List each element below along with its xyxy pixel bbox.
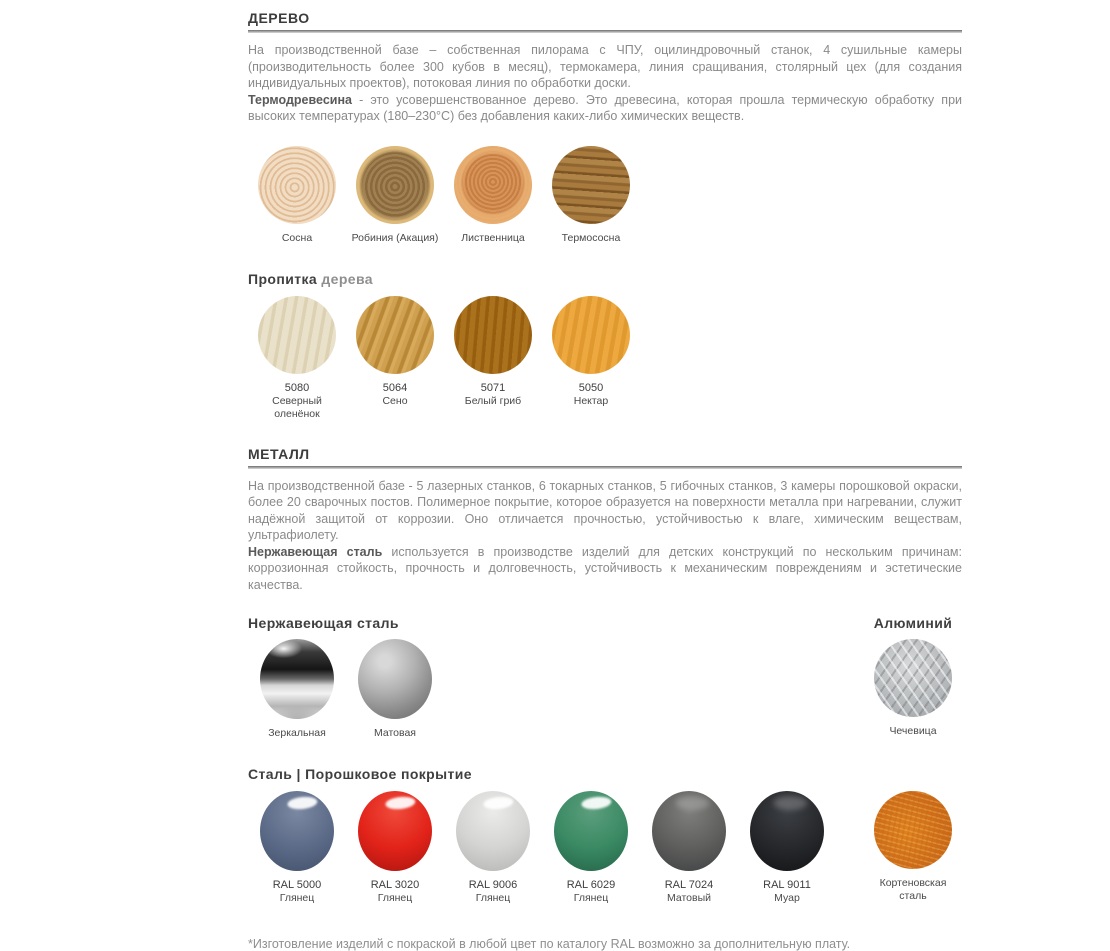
metal-title-rule: [248, 466, 962, 469]
ral-finish: Глянец: [475, 892, 511, 904]
metal-section-title: МЕТАЛЛ: [248, 445, 310, 462]
aluminum-label: Чечевица: [889, 725, 937, 737]
stain-5071-image: [454, 296, 532, 374]
impregnation-title-light: дерева: [321, 270, 373, 287]
footer-note: *Изготовление изделий с покраской в любой цвет по каталогу RAL возможно за дополнительную плату.: [248, 937, 851, 951]
stain-swatch-5080: [248, 296, 346, 421]
stain-name: Нектар: [573, 394, 609, 407]
wood-swatch-label: Сосна: [281, 231, 313, 244]
wood-description: [248, 42, 962, 125]
wood-species-row: [248, 146, 962, 245]
impregnation-title: [248, 271, 962, 287]
stainless-label: Зеркальная: [268, 727, 326, 739]
ral-label: [567, 879, 616, 905]
stain-swatch-5064: [346, 296, 444, 408]
stainless-swatch-mirror: [248, 639, 346, 740]
stain-swatch-5050: [542, 296, 640, 408]
ral-label: [763, 879, 811, 905]
stain-label: [382, 382, 407, 408]
metal-paragraph-2: [248, 544, 962, 594]
stain-code: 5080: [284, 381, 310, 394]
ral-code: RAL 9011: [763, 879, 811, 891]
ral-code: RAL 6029: [566, 879, 616, 891]
corten-steel-image: [874, 791, 952, 869]
ral-finish: Матовый: [667, 892, 711, 904]
wood-swatch-termososna: [542, 146, 640, 245]
ral-code: RAL 3020: [370, 879, 420, 891]
stain-label: [465, 382, 521, 408]
wood-cut-termososna-image: [552, 146, 630, 224]
stain-code: 5071: [480, 381, 506, 394]
wood-section-title: ДЕРЕВО: [248, 10, 310, 26]
ral-finish: Муар: [774, 892, 800, 904]
ral-label: [469, 879, 518, 905]
wood-cut-robinia-image: [356, 146, 434, 224]
powder-coating-row: [248, 791, 962, 905]
corten-swatch: [864, 791, 962, 903]
ral-9011-swatch: [738, 791, 836, 905]
stain-name: Сено: [382, 394, 408, 407]
metal-description: [248, 478, 962, 594]
stainless-label: Матовая: [374, 727, 416, 739]
stain-swatch-5071: [444, 296, 542, 408]
wood-swatch-robinia: [346, 146, 444, 245]
stainless-aluminum-header: [248, 615, 962, 631]
ral-code: RAL 5000: [272, 879, 322, 891]
ral-label: [273, 879, 322, 905]
ral-finish: Глянец: [279, 892, 315, 904]
ral-code: RAL 7024: [664, 879, 714, 891]
ral-7024-swatch: [640, 791, 738, 905]
stain-name: Северный оленёнок: [272, 394, 322, 420]
ral-label: [371, 879, 420, 905]
stain-5080-image: [258, 296, 336, 374]
impregnation-row: [248, 296, 962, 421]
aluminum-swatch: [864, 639, 962, 738]
wood-title-rule: [248, 30, 962, 33]
ral-7024-sphere-image: [652, 791, 726, 871]
thermowood-definition: - это усовершенствованное дерево. Это древесина, которая прошла термическую обработку при высоких температурах (180–230°С) без добавления каких-либо химических веществ.: [248, 92, 962, 123]
wood-cut-listvennitsa-image: [454, 146, 532, 224]
stainless-swatch-matte: [346, 639, 444, 740]
ral-label: [665, 879, 714, 905]
ral-5000-swatch: [248, 791, 346, 905]
stain-5064-image: [356, 296, 434, 374]
aluminum-checker-plate-image: [874, 639, 952, 717]
ral-code: RAL 9006: [468, 879, 518, 891]
ral-6029-swatch: [542, 791, 640, 905]
stain-code: 5050: [578, 381, 604, 394]
stain-code: 5064: [382, 381, 408, 394]
wood-paragraph-1: На производственной базе – собственная пилорама с ЧПУ, оцилиндровочный станок, 4 сушильные камеры (производительность более 300 кубов в месяц), термокамера, линия сращивания, столярный цех (для создания индивидуальных проектов), потоковая линия по обработки доски.: [248, 43, 962, 90]
stain-label: [574, 382, 609, 408]
powder-coating-title: Сталь | Порошковое покрытие: [248, 766, 472, 782]
ral-3020-swatch: [346, 791, 444, 905]
ral-9006-sphere-image: [456, 791, 530, 871]
stain-label: [253, 382, 341, 421]
stain-name: Белый гриб: [464, 394, 522, 407]
wood-swatch-label: Робиния (Акация): [351, 231, 439, 244]
wood-paragraph-2: [248, 92, 962, 125]
wood-swatch-label: Термососна: [561, 231, 621, 244]
ral-5000-sphere-image: [260, 791, 334, 871]
corten-label: Кортеновская сталь: [879, 877, 947, 902]
metal-paragraph-1: На производственной базе - 5 лазерных станков, 6 токарных станков, 5 гибочных станков, 3 камеры порошковой окраски, более 20 сварочных постов. Полимерное покрытие, которое образуется на поверхности металла при нагревании, служит надёжной защитой от коррозии. Оно отличается прочностью, устойчивостью к влаге, химическим веществам, ультрафиолету.: [248, 478, 962, 542]
ral-finish: Глянец: [377, 892, 413, 904]
stainless-definition: используется в производстве изделий для детских конструкций по нескольким причинам: коррозионная стойкость, прочность и долговечность, устойчивость к механическим повреждениям и эстетические качества.: [248, 544, 962, 592]
ral-6029-sphere-image: [554, 791, 628, 871]
stainless-term: Нержавеющая сталь: [248, 544, 383, 559]
catalog-page: [248, 0, 962, 951]
stainless-row: [248, 639, 962, 740]
wood-swatch-label: Лиственница: [461, 231, 525, 244]
stain-5050-image: [552, 296, 630, 374]
ral-finish: Глянец: [573, 892, 609, 904]
wood-cut-sosna-image: [258, 146, 336, 224]
impregnation-title-dark: Пропитка: [248, 270, 318, 287]
aluminum-title: Алюминий: [873, 615, 953, 631]
wood-swatch-listvennitsa: [444, 146, 542, 245]
wood-swatch-sosna: [248, 146, 346, 245]
stainless-title: Нержавеющая сталь: [248, 615, 399, 631]
ral-9006-swatch: [444, 791, 542, 905]
thermowood-term: Термодревесина: [248, 92, 352, 107]
ral-9011-sphere-image: [750, 791, 824, 871]
ral-3020-sphere-image: [358, 791, 432, 871]
matte-steel-sphere-image: [358, 639, 432, 719]
mirror-steel-sphere-image: [260, 639, 334, 719]
